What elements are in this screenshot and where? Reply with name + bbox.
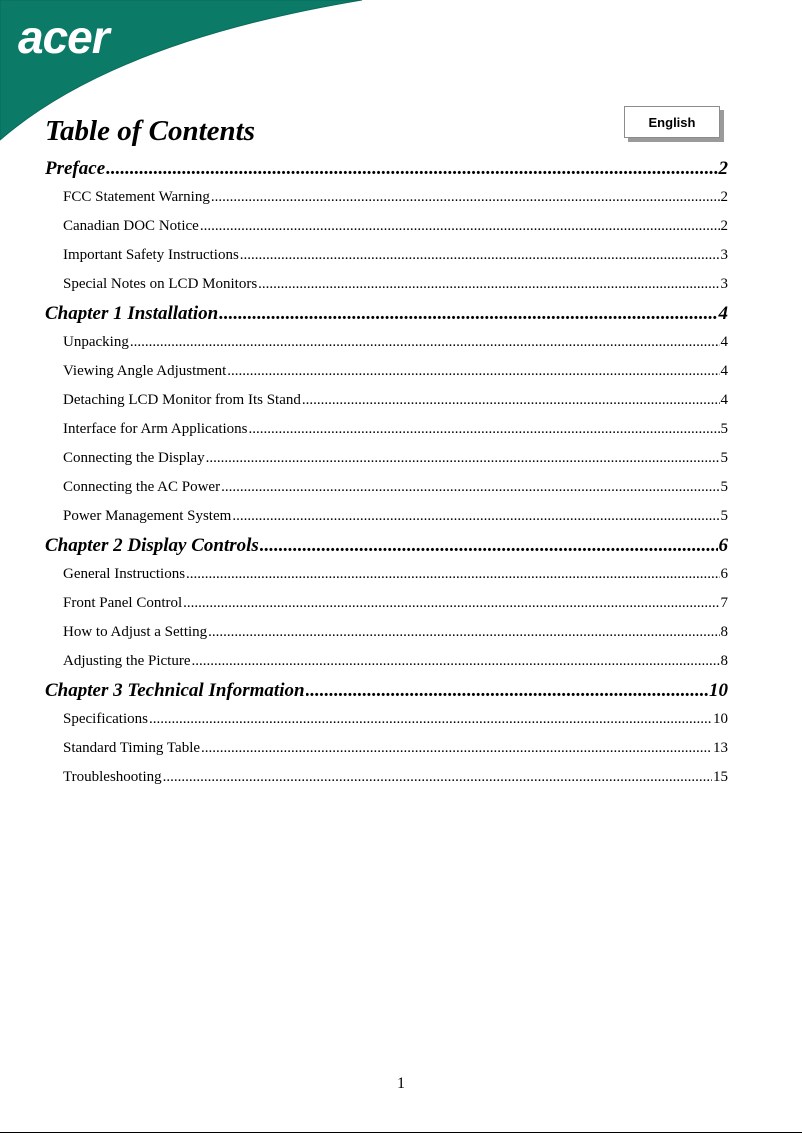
toc-section-entry[interactable] [45, 386, 728, 415]
toc-dot-leader [260, 531, 718, 560]
toc-entry-label: Important Safety Instructions [63, 247, 239, 263]
page-title: Table of Contents [45, 115, 256, 147]
toc-entry-label: Viewing Angle Adjustment [63, 363, 227, 379]
toc-entry-page: 4 [720, 392, 728, 408]
toc-section-entry[interactable] [45, 734, 728, 763]
toc-dot-leader [302, 386, 720, 415]
page-number: 1 [397, 1075, 405, 1092]
toc-entry-label: Canadian DOC Notice [63, 218, 199, 234]
toc-entry-label: Front Panel Control [63, 595, 183, 611]
toc-entry-label: General Instructions [63, 566, 186, 582]
toc-dot-leader [240, 241, 720, 270]
toc-entry-page: 2 [720, 189, 728, 205]
toc-section-entry[interactable] [45, 647, 728, 676]
toc-entry-label: Detaching LCD Monitor from Its Stand [63, 392, 301, 408]
toc-dot-leader [208, 618, 719, 647]
toc-entry-label: Preface [45, 158, 106, 179]
toc-section-entry[interactable] [45, 212, 728, 241]
toc-entry-page: 13 [713, 740, 728, 756]
toc-dot-leader [192, 647, 720, 676]
toc-dot-leader [106, 154, 717, 183]
toc-entry-label: Power Management System [63, 508, 232, 524]
toc-entry-page: 2 [718, 158, 728, 179]
toc-entry-page: 4 [718, 303, 728, 324]
toc-dot-leader [183, 589, 719, 618]
toc-dot-leader [232, 502, 719, 531]
toc-entry-label: Standard Timing Table [63, 740, 201, 756]
toc-entry-page: 5 [720, 421, 728, 437]
toc-dot-leader [130, 328, 720, 357]
toc-section-entry[interactable] [45, 183, 728, 212]
toc-dot-leader [186, 560, 719, 589]
toc-section-entry[interactable] [45, 357, 728, 386]
toc-section-entry[interactable] [45, 328, 728, 357]
toc-section-entry[interactable] [45, 560, 728, 589]
toc-chapter-entry[interactable] [45, 676, 728, 705]
toc-entry-label: Specifications [63, 711, 148, 727]
acer-logo: acer [18, 11, 109, 63]
toc-entry-page: 10 [713, 711, 728, 727]
toc-dot-leader [206, 444, 720, 473]
toc-dot-leader [149, 705, 712, 734]
toc-section-entry[interactable] [45, 502, 728, 531]
toc-entry-label: Interface for Arm Applications [63, 421, 248, 437]
toc-entry-label: Connecting the AC Power [63, 479, 221, 495]
toc-entry-page: 10 [709, 680, 728, 701]
toc-dot-leader [200, 212, 720, 241]
table-of-contents [45, 154, 728, 792]
toc-dot-leader [211, 183, 720, 212]
toc-entry-page: 6 [718, 535, 728, 556]
toc-entry-label: Troubleshooting [63, 769, 162, 785]
toc-entry-page: 3 [720, 276, 728, 292]
toc-section-entry[interactable] [45, 705, 728, 734]
toc-chapter-entry[interactable] [45, 531, 728, 560]
toc-entry-page: 5 [720, 479, 728, 495]
toc-section-entry[interactable] [45, 444, 728, 473]
toc-section-entry[interactable] [45, 618, 728, 647]
toc-entry-label: Chapter 3 Technical Information [45, 680, 305, 701]
toc-entry-label: How to Adjust a Setting [63, 624, 208, 640]
toc-dot-leader [163, 763, 712, 792]
toc-section-entry[interactable] [45, 763, 728, 792]
toc-entry-label: Unpacking [63, 334, 129, 350]
toc-dot-leader [227, 357, 719, 386]
toc-entry-page: 8 [720, 653, 728, 669]
toc-entry-label: Chapter 2 Display Controls [45, 535, 259, 556]
toc-entry-page: 5 [720, 508, 728, 524]
toc-section-entry[interactable] [45, 241, 728, 270]
toc-dot-leader [306, 676, 708, 705]
toc-entry-page: 2 [720, 218, 728, 234]
toc-section-entry[interactable] [45, 270, 728, 299]
toc-entry-page: 5 [720, 450, 728, 466]
toc-entry-page: 4 [720, 363, 728, 379]
toc-entry-page: 15 [713, 769, 728, 785]
toc-entry-label: FCC Statement Warning [63, 189, 210, 205]
toc-entry-label: Chapter 1 Installation [45, 303, 219, 324]
toc-entry-page: 8 [720, 624, 728, 640]
toc-chapter-entry[interactable] [45, 299, 728, 328]
toc-section-entry[interactable] [45, 473, 728, 502]
toc-entry-label: Adjusting the Picture [63, 653, 191, 669]
bottom-rule [0, 1132, 802, 1133]
language-badge: English [624, 106, 720, 138]
toc-dot-leader [249, 415, 720, 444]
toc-entry-label: Special Notes on LCD Monitors [63, 276, 258, 292]
toc-section-entry[interactable] [45, 589, 728, 618]
toc-entry-page: 3 [720, 247, 728, 263]
toc-chapter-entry[interactable] [45, 154, 728, 183]
toc-section-entry[interactable] [45, 415, 728, 444]
toc-dot-leader [219, 299, 717, 328]
toc-entry-label: Connecting the Display [63, 450, 205, 466]
toc-dot-leader [201, 734, 712, 763]
toc-entry-page: 4 [720, 334, 728, 350]
toc-dot-leader [221, 473, 719, 502]
toc-dot-leader [258, 270, 719, 299]
toc-entry-page: 7 [720, 595, 728, 611]
toc-entry-page: 6 [720, 566, 728, 582]
